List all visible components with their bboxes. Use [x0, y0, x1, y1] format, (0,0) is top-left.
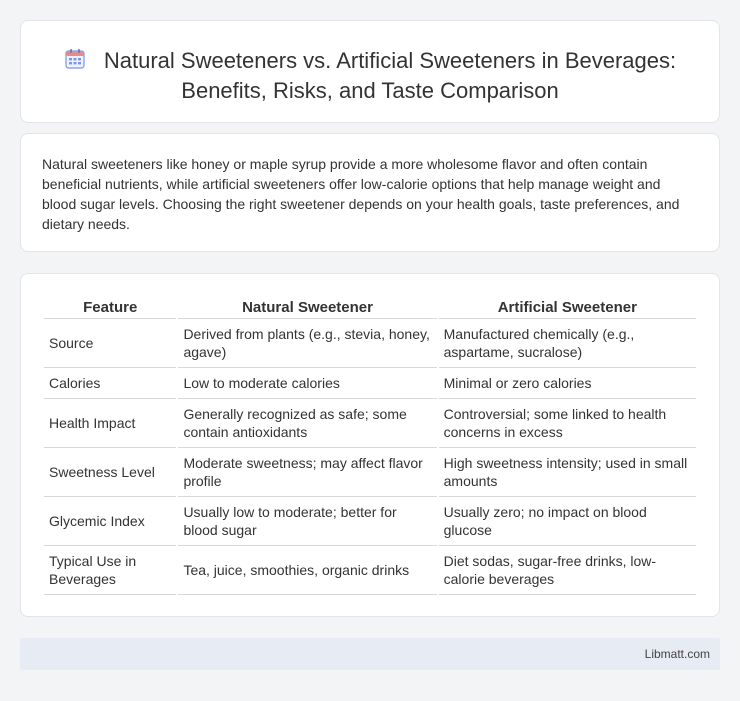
- feature-cell: Source: [44, 319, 176, 368]
- comparison-table: [42, 297, 698, 595]
- table-header-row: [44, 297, 696, 319]
- header-natural: Natural Sweetener: [178, 297, 436, 319]
- footer-brand-link[interactable]: Libmatt.com: [644, 647, 710, 661]
- natural-cell: Derived from plants (e.g., stevia, honey, agave): [178, 319, 436, 368]
- natural-cell: Generally recognized as safe; some contain antioxidants: [178, 399, 436, 448]
- intro-paragraph: Natural sweeteners like honey or maple syrup provide a more wholesome flavor and often contain beneficial nutrients, while artificial sweeteners offer low-calorie options that help manage weight and blood sugar levels. Choosing the right sweetener depends on your health goals, taste preferences, and dietary needs.: [42, 156, 680, 232]
- artificial-cell: High sweetness intensity; used in small amounts: [439, 448, 696, 497]
- artificial-cell: Diet sodas, sugar-free drinks, low-calorie beverages: [439, 546, 696, 595]
- table-row: [44, 497, 696, 546]
- table-row: [44, 448, 696, 497]
- page-title: [41, 46, 699, 106]
- feature-cell: Typical Use in Beverages: [44, 546, 176, 595]
- title-card: [20, 20, 720, 123]
- feature-cell: Health Impact: [44, 399, 176, 448]
- table-row: [44, 319, 696, 368]
- table-row: [44, 399, 696, 448]
- feature-cell: Sweetness Level: [44, 448, 176, 497]
- artificial-cell: Usually zero; no impact on blood glucose: [439, 497, 696, 546]
- intro-card: [20, 133, 720, 252]
- artificial-cell: Controversial; some linked to health concerns in excess: [439, 399, 696, 448]
- natural-cell: Tea, juice, smoothies, organic drinks: [178, 546, 436, 595]
- natural-cell: Moderate sweetness; may affect flavor profile: [178, 448, 436, 497]
- feature-cell: Calories: [44, 368, 176, 399]
- page-title-text: Natural Sweeteners vs. Artificial Sweeteners in Beverages: Benefits, Risks, and Taste Comparison: [103, 48, 677, 103]
- natural-cell: Usually low to moderate; better for blood sugar: [178, 497, 436, 546]
- footer-bar: [20, 638, 720, 670]
- artificial-cell: Manufactured chemically (e.g., aspartame, sucralose): [439, 319, 696, 368]
- table-row: [44, 368, 696, 399]
- artificial-cell: Minimal or zero calories: [439, 368, 696, 399]
- header-artificial: Artificial Sweetener: [439, 297, 696, 319]
- comparison-table-card: [20, 273, 720, 617]
- header-feature: Feature: [44, 297, 176, 319]
- natural-cell: Low to moderate calories: [178, 368, 436, 399]
- table-row: [44, 546, 696, 595]
- calendar-icon: [64, 48, 86, 70]
- feature-cell: Glycemic Index: [44, 497, 176, 546]
